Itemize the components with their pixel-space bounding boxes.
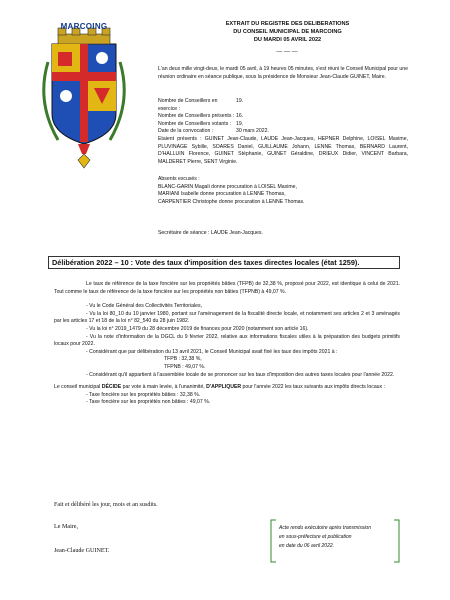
result-tfpnb: - Taxe foncière sur les propriétés non bâties : 49,07 %. [86, 399, 211, 406]
vu-loi-2019: - Vu la loi n° 2019_1479 du 28 décembre 2019 de finances pour 2020 (notamment son article 16). [86, 325, 309, 332]
count-value: 16. [236, 113, 244, 120]
decision-text: par vote à main levée, à l'unanimité, [121, 384, 207, 391]
notice-line: en sous-préfecture et publication [279, 533, 352, 540]
notice-line: Acte rendu exécutoire après transmission [279, 525, 371, 531]
present-members: Etaient présents : GUINET Jean-Claude, LAUDE Jean-Jacques, HEPNER Delphine, LOISEL Maxime, PLUVINAGE Sybille, SOARES Daniel, GUILLAUME Johann, LENNE Thomas, BERNARD Laurent, D'HALLUIN Florence, GUINET Stéphanie, GUINET Géraldine, DRIEUX Didier, VINCENT Barbara, MALDERET Pierre, SENT Virginie. [158, 136, 408, 165]
decision-keyword: DÉCIDE [101, 384, 122, 391]
session-secretary: Secrétaire de séance : LAUDE Jean-Jacques. [158, 230, 263, 236]
vu-note-dgcl: - Vu la note d'information de la DGCL du 9 février 2022, relative aux informations fiscales utiles à la préparation des budgets primitifs locaux pour 2022. [54, 333, 400, 348]
count-label: Nombre de Conseillers en exercice : [158, 98, 218, 112]
header-line-2: DU CONSEIL MUNICIPAL DE MARCOING [233, 29, 342, 36]
count-label: Nombre de Conseillers votants : [158, 120, 232, 127]
deliberation-title: Délibération 2022 – 10 : Vote des taux d'imposition des taxes directes locales (état 1259). [52, 258, 360, 267]
apply-keyword: D'APPLIQUER [206, 384, 242, 391]
count-label: Nombre de Conseillers présents : [158, 113, 235, 120]
absent-line: CARPENTIER Christophe donne procuration à LENNE Thomas. [158, 198, 305, 205]
mayor-name: Jean-Claude GUINET. [54, 548, 110, 554]
count-value: 30 mars 2022. [236, 128, 269, 135]
deliberation-body [54, 281, 400, 407]
decision-text: Le conseil municipal [54, 384, 102, 391]
rate-2021-tfpnb: TFPNB : 49,07 %. [164, 363, 206, 370]
header-separator: — — — [276, 49, 298, 55]
coat-of-arms-logo [28, 22, 140, 172]
mayor-title: Le Maire, [54, 524, 79, 530]
header-line-1: EXTRAIT DU REGISTRE DES DELIBERATIONS [225, 21, 350, 27]
result-tfpb: - Taxe foncière sur les propriétés bâties : 32,38 %. [86, 391, 201, 398]
header-line-3: DU MARDI 05 AVRIL 2022 [253, 37, 322, 44]
intro-paragraph: L'an deux mille vingt-deux, le mardi 05 avril, à 19 heures 05 minutes, s'est réuni le Conseil Municipal pour une réunion ordinaire en séance publique, sous la présidence de Monsieur Jean-Claude GUINET, Maire. [158, 66, 408, 80]
count-value: 19. [236, 120, 244, 127]
considerant-2021: - Considérant que par délibération du 13 avril 2021, le Conseil Municipal avait fixé les taux des impôts 2021 à : [86, 348, 338, 355]
vu-loi-1980: - Vu la loi 80_10 du 10 janvier 1980, portant sur l'aménagement de la fiscalité directe locale, et notamment ses articles 2 et 3 aménagés par les articles 17 et 18 de la loi n° 82_540 du 28 juin 1982. [54, 310, 400, 325]
count-row [158, 121, 269, 129]
executory-notice [279, 524, 399, 550]
closing-statement: Fait et délibéré les jour, mois et an susdits. [54, 502, 158, 508]
vu-cgct: - Vu le Code Général des Collectivités Territoriales, [86, 303, 202, 310]
paragraph-rates: Le taux de référence de la taxe foncière sur les propriétés bâties (TFPB) de 32,38 %, proposé pour 2022, est identique à celui de 2021. Tout comme le taux de référence de la taxe foncière sur les propriétés non bâties (TFPNB) à 49,07 %. [54, 281, 400, 295]
notice-line: en date du 06 avril 2022. [279, 542, 335, 549]
count-value: 19. [236, 98, 244, 104]
absent-line: MARIANI Isabelle donne procuration à LENNE Thomas, [158, 191, 286, 198]
count-label: Date de la convocation : [158, 128, 214, 135]
absent-members [158, 176, 408, 206]
count-row [158, 98, 269, 113]
rate-2021-tfpb: TFPB : 32,38 %, [164, 356, 202, 363]
absent-line: BLANC-GARIN Magali donne procuration à LOISEL Maxime, [158, 183, 297, 190]
decision-text: pour l'année 2022 les taux suivants aux impôts directs locaux : [241, 384, 385, 391]
decision-paragraph [54, 384, 400, 392]
considerant-assemblee: - Considérant qu'il appartient à l'assemblée locale de se prononcer sur les taux d'imposition des autres taxes locales pour l'année 2022. [86, 371, 395, 378]
crest-name: MARCOING [60, 22, 108, 31]
council-counts [158, 98, 269, 136]
count-row [158, 113, 269, 121]
count-row [158, 128, 269, 136]
document-header [200, 20, 375, 45]
absents-title: Absents excusés : [158, 176, 200, 182]
